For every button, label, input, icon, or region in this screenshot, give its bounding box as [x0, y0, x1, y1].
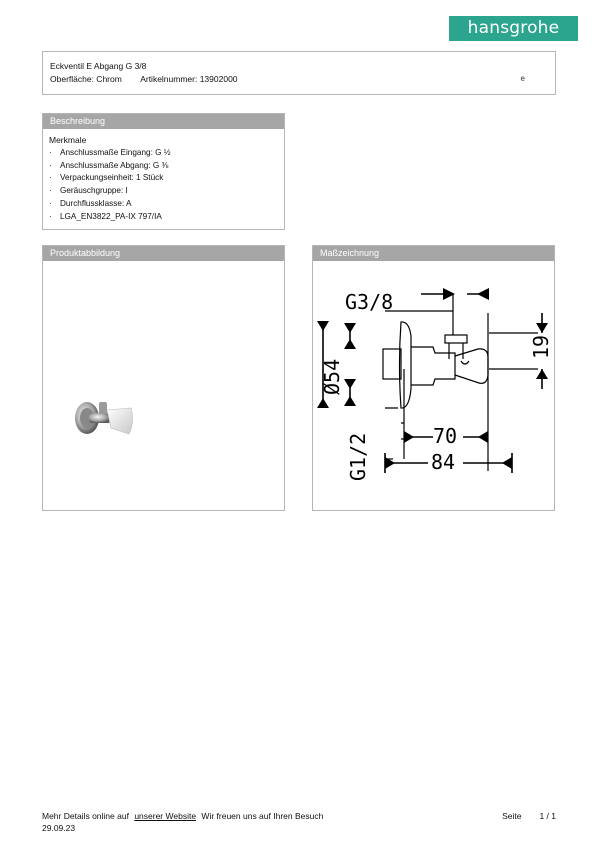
product-image-panel	[42, 245, 285, 511]
page-footer	[42, 811, 556, 833]
page-label: Seite	[502, 811, 522, 821]
eco-mark-icon: e	[520, 74, 525, 83]
footer-text-after: Wir freuen uns auf Ihren Besuch	[201, 811, 324, 821]
product-meta	[50, 74, 238, 84]
footer-line	[42, 811, 556, 821]
list-item: · Anschlussmaße Abgang: G ⅜	[49, 160, 169, 170]
page-indicator	[484, 811, 556, 821]
dimension-drawing	[313, 261, 556, 511]
list-item: · Durchflussklasse: A	[49, 198, 132, 208]
length-70-label: 70	[433, 424, 458, 448]
list-item: · Verpackungseinheit: 1 Stück	[49, 173, 164, 183]
website-link[interactable]: unserer Website	[134, 811, 197, 821]
description-heading: Beschreibung	[43, 114, 284, 129]
product-image-heading: Produktabbildung	[43, 246, 284, 261]
list-item: · Anschlussmaße Eingang: G ½	[49, 148, 171, 157]
height-19-label: 19	[529, 334, 553, 359]
features-subheading: Merkmale	[49, 135, 87, 145]
description-panel	[42, 113, 285, 230]
features-list	[49, 147, 284, 223]
inlet-thread-label: G1/2	[346, 432, 370, 481]
length-84-label: 84	[431, 450, 456, 474]
article-number: Artikelnummer: 13902000	[140, 74, 238, 84]
dimension-panel	[312, 245, 555, 511]
footer-text-before: Mehr Details online auf	[42, 811, 129, 821]
outlet-thread-label: G3/8	[345, 290, 394, 314]
dimension-heading: Maßzeichnung	[313, 246, 554, 261]
diameter-54-label: Ø54	[320, 358, 344, 395]
surface-text: Oberfläche: Chrom	[50, 74, 122, 84]
angle-valve-photo-icon	[73, 396, 143, 446]
brand-logo: hansgrohe	[449, 16, 578, 41]
list-item: · Geräuschgruppe: I	[49, 186, 128, 196]
product-header	[42, 51, 556, 95]
product-title: Eckventil E Abgang G 3/8	[50, 61, 147, 71]
footer-date: 29.09.23	[42, 823, 76, 833]
list-item: · LGA_EN3822_PA-IX 797/IA	[49, 211, 162, 221]
page-number: 1 / 1	[539, 811, 556, 821]
